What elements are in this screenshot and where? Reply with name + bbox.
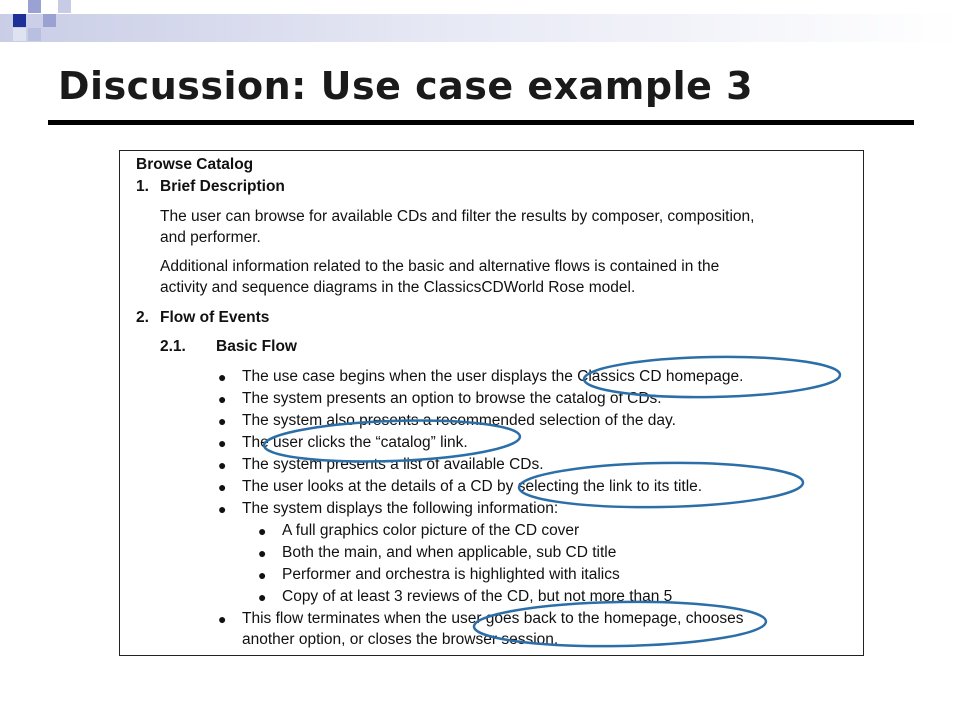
list-item: The user looks at the details of a CD by selecting the link to its title. (242, 478, 703, 495)
deco-square (58, 0, 71, 13)
sub-list-item: Performer and orchestra is highlighted with italics (282, 566, 620, 583)
bullet-icon: ● (218, 457, 227, 473)
sub-list-item: Both the main, and when applicable, sub CD title (282, 544, 617, 561)
bullet-icon: ● (258, 567, 267, 583)
header-gradient-band (0, 14, 960, 42)
list-item: The system displays the following information: (242, 500, 559, 517)
list-item: The use case begins when the user displays the Classics CD homepage. (242, 368, 744, 385)
doc-heading: Browse Catalog (136, 156, 254, 173)
deco-square (28, 28, 41, 41)
bullet-icon: ● (218, 479, 227, 495)
bullet-icon: ● (218, 413, 227, 429)
description-line: and performer. (160, 229, 261, 246)
description-line: The user can browse for available CDs and filter the results by composer, composition, (160, 208, 755, 225)
list-item: This flow terminates when the user goes back to the homepage, chooses (242, 610, 744, 627)
list-item: The system presents a list of available CDs. (242, 456, 544, 473)
description-line: activity and sequence diagrams in the ClassicsCDWorld Rose model. (160, 279, 636, 296)
list-item-continuation: another option, or closes the browser session. (242, 631, 559, 648)
deco-square (13, 28, 26, 41)
section-title: Flow of Events (160, 309, 270, 326)
bullet-icon: ● (258, 545, 267, 561)
bullet-icon: ● (258, 589, 267, 605)
bullet-icon: ● (218, 369, 227, 385)
list-item: The system presents an option to browse the catalog of CDs. (242, 390, 662, 407)
bullet-icon: ● (218, 435, 227, 451)
subsection-number: 2.1. (160, 338, 186, 355)
bullet-icon: ● (258, 523, 267, 539)
section-number: 2. (136, 309, 149, 326)
subsection-title: Basic Flow (216, 338, 297, 355)
section-number: 1. (136, 178, 149, 195)
slide-title: Discussion: Use case example 3 (58, 64, 754, 108)
deco-square (13, 14, 26, 27)
deco-square (43, 14, 56, 27)
sub-list-item: Copy of at least 3 reviews of the CD, but not more than 5 (282, 588, 673, 605)
bullet-icon: ● (218, 501, 227, 517)
bullet-icon: ● (218, 611, 227, 627)
document-screenshot (119, 150, 864, 656)
description-line: Additional information related to the basic and alternative flows is contained in the (160, 258, 720, 275)
section-title: Brief Description (160, 178, 285, 195)
sub-list-item: A full graphics color picture of the CD cover (282, 522, 580, 539)
bullet-icon: ● (218, 391, 227, 407)
title-underline (48, 120, 914, 125)
list-item: The system also presents a recommended selection of the day. (242, 412, 676, 429)
deco-square (28, 0, 41, 13)
list-item: The user clicks the “catalog” link. (242, 434, 468, 451)
